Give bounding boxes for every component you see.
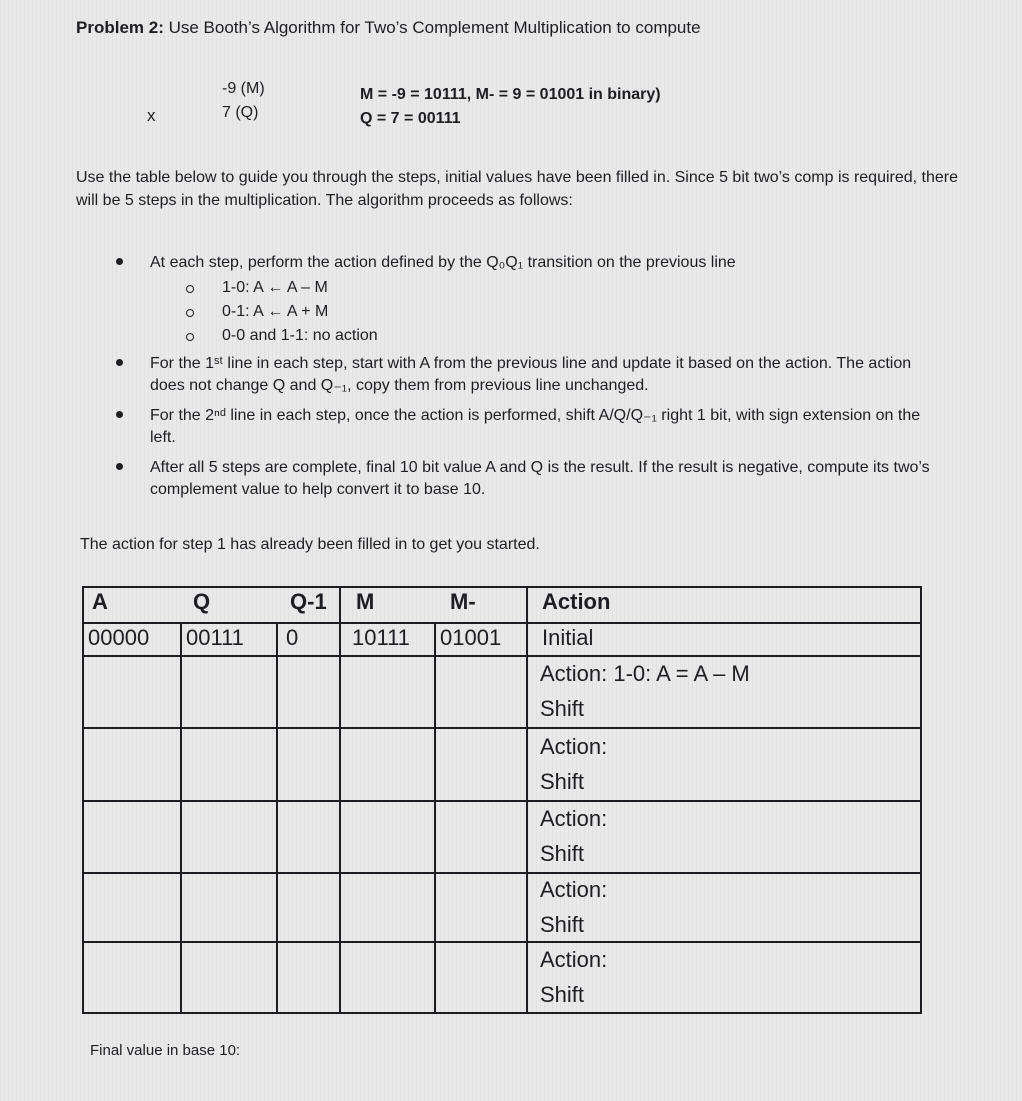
step2-action: Action: [540, 734, 608, 759]
problem-label: Problem 2: [76, 18, 164, 37]
table-line [180, 622, 182, 1014]
bullet-2: For the 1ˢᵗ line in each step, start with A from the previous line and update it based on the action. The action does not change Q and Q₋₁, copy them from previous line unchanged. [150, 355, 912, 394]
table-line [82, 800, 922, 802]
table-line [82, 586, 84, 1014]
step3-shift: Shift [540, 841, 585, 866]
step4-action: Action: [540, 877, 608, 902]
intro-paragraph: Use the table below to guide you through the steps, initial values have been filled in. Since 5 bit two’s comp is required, there will be 5 steps in the multiplication. The algorithm proceeds as follows: [76, 169, 959, 209]
step5-action: Action: [540, 947, 608, 972]
header-q: Q [193, 589, 211, 614]
table-line [82, 941, 922, 943]
times-symbol: x [147, 106, 156, 125]
header-m-minus: M- [450, 589, 476, 614]
sub-bullet-2: 0-1: A ← A + M [222, 303, 329, 320]
table-line [82, 1012, 922, 1014]
sub-bullet-circle-icon [186, 309, 194, 317]
binary-q-line: Q = 7 = 00111 [360, 110, 461, 127]
bullet-4: After all 5 steps are complete, final 10 bit value A and Q is the result. If the result is negative, compute its two’s complement value to help convert it to base 10. [150, 459, 930, 498]
multiplier: 7 (Q) [222, 104, 259, 121]
header-q-minus-1: Q-1 [290, 589, 327, 614]
initial-action: Initial [542, 625, 594, 650]
step4-shift: Shift [540, 912, 585, 937]
table-line [276, 622, 278, 1014]
sub-bullet-3: 0-0 and 1-1: no action [222, 327, 378, 344]
initial-m-minus: 01001 [440, 625, 502, 650]
bullet-dot-icon [116, 359, 123, 366]
header-action: Action [542, 589, 611, 614]
bullet-dot-icon [116, 463, 123, 470]
header-a: A [92, 589, 108, 614]
initial-q-minus-1: 0 [286, 625, 299, 650]
step5-shift: Shift [540, 982, 585, 1007]
step2-shift: Shift [540, 769, 585, 794]
bullet-dot-icon [116, 411, 123, 418]
table-line [526, 586, 528, 1014]
bullet-3: For the 2ⁿᵈ line in each step, once the action is performed, shift A/Q/Q₋₁ right 1 bit, with sign extension on the left. [150, 407, 921, 446]
step1-shift: Shift [540, 696, 585, 721]
table-line [339, 586, 341, 1014]
problem-heading [76, 18, 701, 38]
problem-text: Use Booth’s Algorithm for Two’s Complement Multiplication to compute [168, 18, 701, 37]
step1-note: The action for step 1 has already been filled in to get you started. [80, 536, 540, 553]
step1-action: Action: 1-0: A = A – M [540, 661, 750, 686]
table-line [82, 727, 922, 729]
initial-a: 00000 [88, 625, 150, 650]
binary-m-line: M = -9 = 10111, M- = 9 = 01001 in binary) [360, 86, 661, 103]
bullet-dot-icon [116, 258, 123, 265]
table-line [82, 872, 922, 874]
step3-action: Action: [540, 806, 608, 831]
sub-bullet-circle-icon [186, 285, 194, 293]
final-value-label: Final value in base 10: [90, 1042, 241, 1059]
table-line [920, 586, 922, 1014]
multiplicand: -9 (M) [222, 80, 265, 97]
bullet-1: At each step, perform the action defined by the Q₀Q₁ transition on the previous line [150, 254, 736, 271]
sub-bullet-1: 1-0: A ← A – M [222, 279, 328, 296]
table-line [82, 586, 922, 588]
table-line [82, 655, 922, 657]
table-line [434, 622, 436, 1014]
table-line [82, 622, 922, 624]
header-m: M [356, 589, 375, 614]
initial-m: 10111 [352, 625, 410, 650]
sub-bullet-circle-icon [186, 333, 194, 341]
initial-q: 00111 [186, 625, 244, 650]
